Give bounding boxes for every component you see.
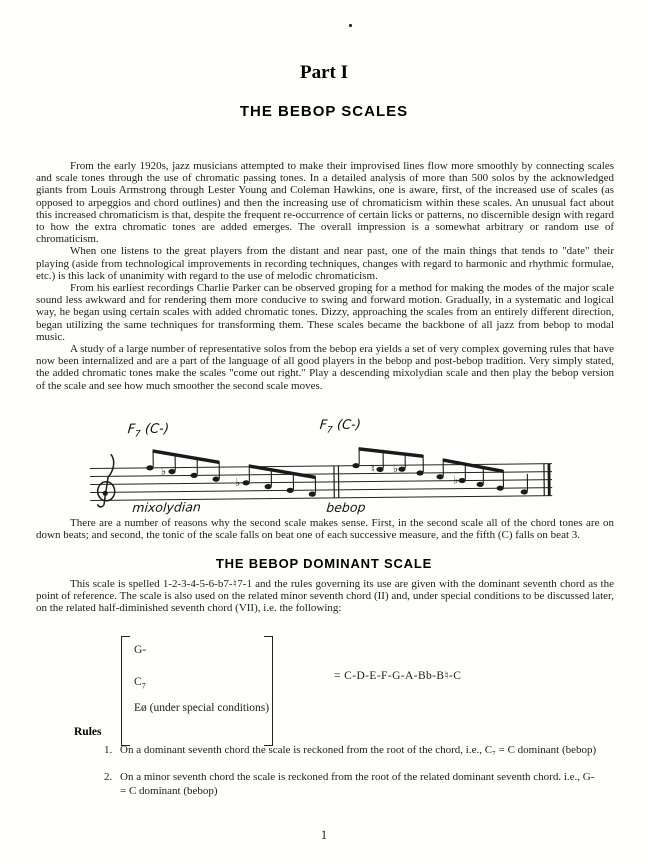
chapter-title: THE BEBOP SCALES (239, 103, 409, 120)
paragraph-4: A study of a large number of representative solos from the bebop era yields a set of very complex governing rules that have now been internalized and are a part of the language of all good players in the bebop and post-bebop tradition. Very simply stated, the added chromatic tones make the scales "come out right." Play a descending mixolydian scale and then play the bebop version of the scale and see how much smoother the second scale moves. (36, 343, 614, 392)
rule-item-1 (104, 744, 612, 758)
paragraph-2: When one listens to the great players from the distant and near past, one of the main things that tends to "date" their playing (aside from technological improvements in recording techniques, changes with regard to harmonic and rhythmic formulae, etc.) is this lack of unanimity with regard to the use of melodic chromaticism. (36, 245, 614, 282)
treble-clef-icon (97, 454, 115, 507)
paragraph-6: This scale is spelled 1-2-3-4-5-6-b7-♮7-1 and the rules governing its use are given with the dominant seventh chord as the point of reference. The scale is also used on the related minor seventh chord (II) and, under special conditions to be discussed later, on the related half-diminished seventh chord (VII), i.e. the following: (36, 578, 614, 615)
svg-text:♭: ♭ (235, 475, 241, 489)
right-bracket (264, 636, 273, 746)
chord-minor-seventh: G- (134, 644, 147, 656)
chord-symbol-bebop: $F_7$ (C-) (319, 417, 362, 436)
rule-item-2 (104, 771, 612, 798)
page-number: 1 (320, 828, 328, 842)
svg-text:♭: ♭ (453, 473, 459, 487)
scale-spelling-paragraph (36, 578, 614, 615)
part-title: Part I (299, 62, 348, 83)
scale-note-names: = C-D-E-F-G-A-Bb-B♮-C (334, 670, 462, 682)
chord-dominant-seventh: $C_7$ (134, 676, 146, 691)
chord-symbol-mixolydian: $F_7$ (C-) (127, 421, 170, 440)
rule-text: On a minor seventh chord the scale is reckoned from the root of the related dominant seventh chord. i.e., G- = C dominant (bebop) (120, 771, 595, 797)
rule-text: On a dominant seventh chord the scale is reckoned from the root of the chord, i.e., C₇ = C dominant (bebop) (120, 744, 597, 756)
intro-paragraphs (36, 160, 614, 392)
reasons-paragraph (36, 517, 614, 541)
svg-text:♭: ♭ (392, 462, 399, 476)
paragraph-3: From his earliest recordings Charlie Parker can be observed groping for a method for making the modes of the major scale sound less awkward and for rendering them more conducive to swing and forward motion. Gradually, in a systematic and logical way, he began using certain scales with added chromatic tones. Dizzy, approaching the scales from an entirely different direction, began utilizing the same techniques for transforming them. These scales became the backbone of all jazz from bebop to modal music. (36, 282, 614, 343)
svg-text:♭: ♭ (160, 464, 167, 478)
rules-heading: Rules (74, 726, 102, 738)
dominant-scale-heading: THE BEBOP DOMINANT SCALE (215, 556, 433, 571)
scan-artifact-dot (349, 24, 352, 27)
rule-number: 2. (104, 771, 113, 783)
paragraph-5: There are a number of reasons why the second scale makes sense. First, in the second scale all of the chord tones are on down beats; and second, the tonic of the scale falls on beat one of each successive measure, and the fifth (C) falls on beat 3. (36, 517, 614, 542)
rule-number: 1. (104, 744, 113, 756)
left-bracket (121, 636, 130, 746)
chord-half-diminished: Eø (under special conditions) (134, 702, 270, 714)
music-example (87, 417, 563, 525)
scale-name-mixolydian: mixolydian (131, 499, 202, 516)
paragraph-1: From the early 1920s, jazz musicians attempted to make their improvised lines flow more smoothly by connecting scales and scale tones through the use of chromatic passing tones. In a detailed analysis of more than 500 solos by the acknowledged giants from Louis Armstrong through Lester Young and Coleman Hawkins, one is aware, first, of the increased use of scales (as opposed to arpeggios and chord outlines) and then the increasing use of chromaticism within these scales. An unusual fact about this increased chromaticism is that, despite the frequent re-occurrence of certain licks or patterns, no discernible design with regard to how the extra chromatic tones are added emerges. The overall impression is a somewhat arbitrary or random use of chromaticism. (36, 160, 614, 246)
svg-text:♮: ♮ (370, 462, 375, 476)
scale-name-bebop: bebop (325, 499, 367, 515)
